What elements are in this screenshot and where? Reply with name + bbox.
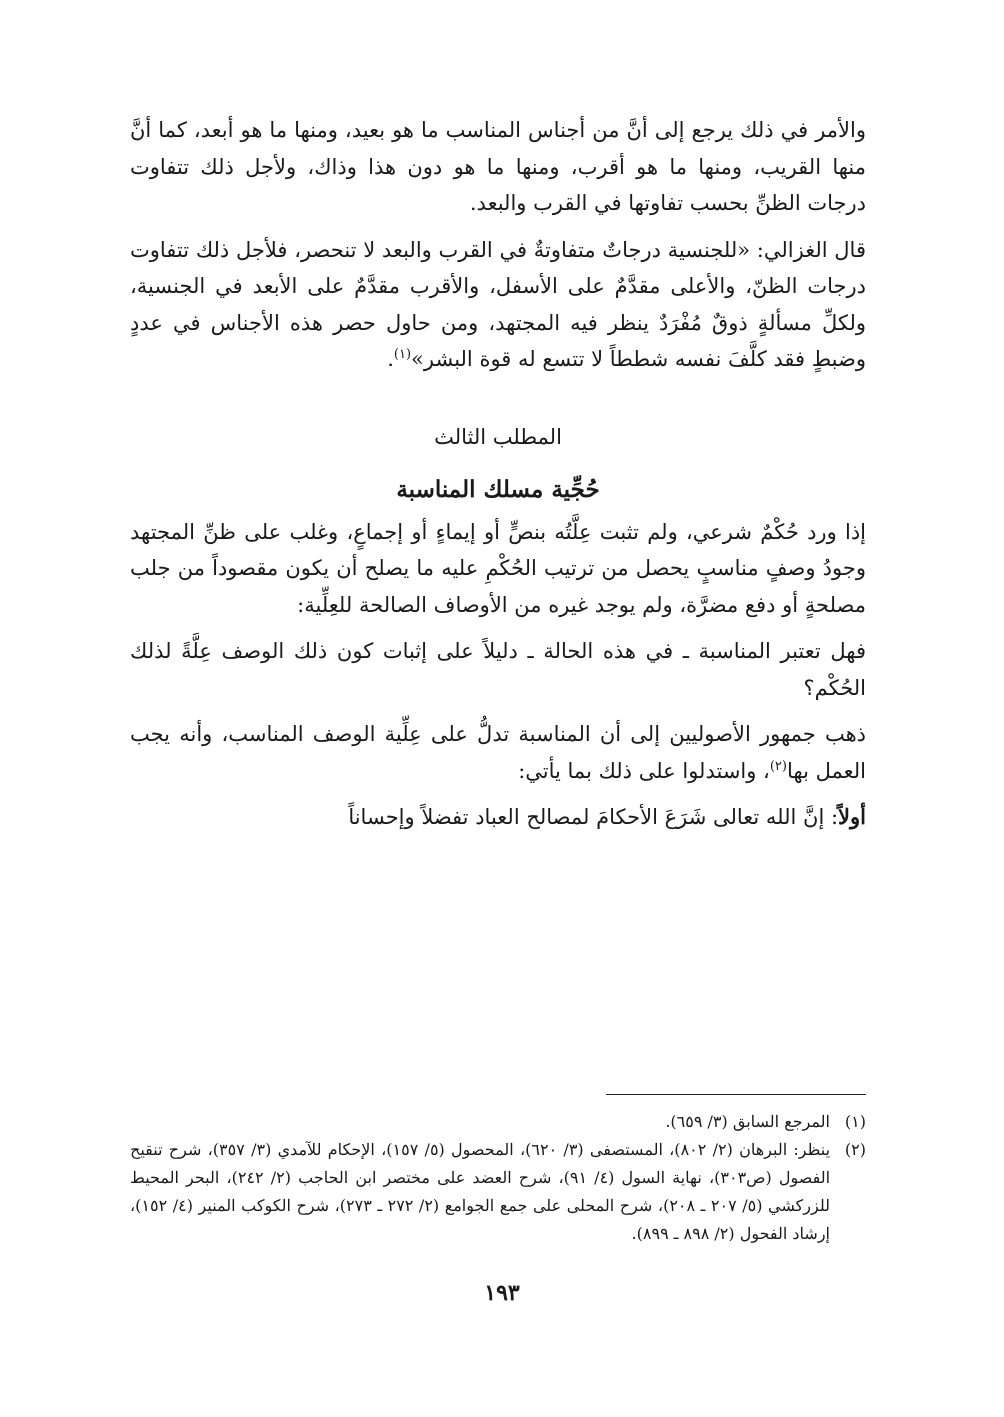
paragraph-2-end: .: [387, 347, 394, 371]
footnotes: [130, 1108, 866, 1248]
paragraph-1: والأمر في ذلك يرجع إلى أنَّ من أجناس المناسب ما هو بعيد، ومنها ما هو أبعد، كما أنَّ منها القريب، ومنها ما هو أقرب، ومنها ما هو دون هذا وذاك، ولأجل ذلك تتفاوت درجات الظنِّ بحسب تفاوتها في القرب والبعد.: [130, 118, 866, 215]
page-body: [130, 112, 866, 836]
footnote-1: [130, 1108, 866, 1136]
paragraph-6-lead: أولاً: [838, 804, 866, 829]
footnote-ref-1[interactable]: (١): [393, 347, 412, 362]
footnote-divider: [606, 1094, 866, 1095]
paragraph-4: فهل تعتبر المناسبة ـ في هذه الحالة ـ دليلاً على إثبات كون ذلك الوصف عِلَّةً لذلك الحُكْم؟: [130, 639, 866, 700]
paragraph-6-text: : إنَّ الله تعالى شَرَعَ الأحكامَ لمصالح العباد تفضلاً وإحساناً: [348, 805, 839, 829]
section-label: المطلب الثالث: [434, 424, 562, 449]
footnote-2-number: (٢): [844, 1140, 866, 1159]
paragraph-3: إذا ورد حُكْمٌ شرعي، ولم تثبت عِلَّتُه بنصٍّ أو إيماءٍ أو إجماعٍ، وغلب على ظنِّ المجتهد وجودُ وصفٍ مناسبٍ يحصل من ترتيب الحُكْمِ عليه ما يصلح أن يكون مقصوداً من جلب مصلحةٍ أو دفع مضرَّة، ولم يوجد غيره من الأوصاف الصالحة للعِلِّية:: [130, 519, 866, 617]
paragraph-5: [130, 716, 866, 789]
section-title: حُجِّية مسلك المناسبة: [396, 475, 600, 503]
footnote-ref-2[interactable]: (٢): [769, 758, 787, 774]
paragraph-5-text-b: ، واستدلوا على ذلك بما يأتي:: [518, 758, 770, 783]
footnote-2-text: ينظر: البرهان (٢/ ٨٠٢)، المستصفى (٣/ ٦٢٠)، المحصول (٥/ ١٥٧)، الإحكام للآمدي (٣/ ٣٥٧)، شرح تنقيح الفصول (ص٣٠٣)، نهاية السول (٤/ ٩١)، شرح العضد على مختصر ابن الحاجب (٢/ ٢٤٢)، البحر المحيط للزركشي (٥/ ٢٠٧ ـ ٢٠٨)، شرح المحلى على جمع الجوامع (٢/ ٢٧٢ ـ ٢٧٣)، شرح الكوكب المنير (٤/ ١٥٢)، إرشاد الفحول (٢/ ٨٩٨ ـ ٨٩٩).: [130, 1140, 831, 1243]
footnote-1-text: المرجع السابق (٣/ ٦٥٩).: [665, 1112, 830, 1131]
page-number: ١٩٣: [484, 1280, 520, 1306]
paragraph-5-text-a: ذهب جمهور الأصوليين إلى أن المناسبة تدلُّ على عِلِّية الوصف المناسب، وأنه يجب العمل بها: [130, 722, 866, 783]
paragraph-2: [130, 232, 866, 378]
footnote-2: [130, 1136, 866, 1248]
footnote-1-number: (١): [844, 1112, 866, 1131]
paragraph-6: [130, 799, 866, 836]
paragraph-2-text: قال الغزالي: «للجنسية درجاتٌ متفاوتةٌ في القرب والبعد لا تنحصر، فلأجل ذلك تتفاوت درجات الظنّ، والأعلى مقدَّمٌ على الأسفل، والأقرب مقدَّمٌ على الأبعد في الجنسية، ولكلِّ مسألةٍ ذوقٌ مُفْرَدٌ ينظر فيه المجتهد، ومن حاول حصر هذه الأجناس في عددٍ وضبطٍ فقد كلَّفَ نفسه شططاً لا تتسع له قوة البشر»: [130, 237, 866, 371]
